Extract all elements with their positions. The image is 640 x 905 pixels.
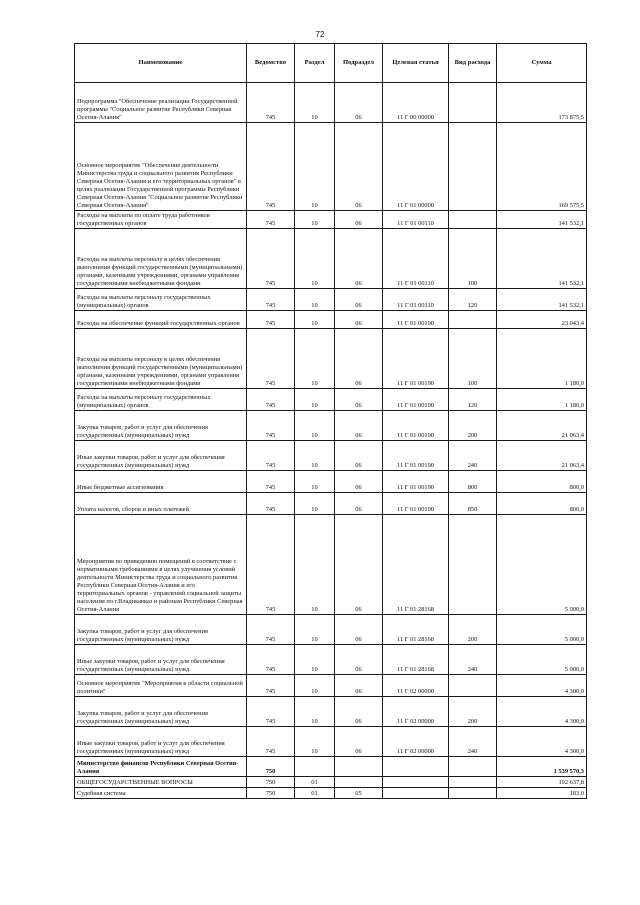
cell-vedomstvo: 745 <box>247 727 295 757</box>
cell-vedomstvo: 745 <box>247 441 295 471</box>
cell-summa: 1 180,0 <box>497 329 587 389</box>
cell-podrazdel <box>335 777 383 788</box>
table-row <box>75 515 587 615</box>
cell-summa: 21 063,4 <box>497 411 587 441</box>
header-razdel: Раздел <box>295 44 335 83</box>
header-statya: Целевая статья <box>383 44 449 83</box>
cell-summa: 173 875,5 <box>497 83 587 123</box>
table-row <box>75 788 587 799</box>
cell-podrazdel: 06 <box>335 515 383 615</box>
cell-podrazdel: 06 <box>335 229 383 289</box>
table-row <box>75 471 587 493</box>
cell-podrazdel: 06 <box>335 471 383 493</box>
cell-vedomstvo: 745 <box>247 493 295 515</box>
cell-name: Иные закупки товаров, работ и услуг для обеспечения государственных (муниципальных) нужд <box>75 645 247 675</box>
cell-statya <box>383 788 449 799</box>
cell-razdel: 10 <box>295 229 335 289</box>
header-podrazdel: Подраздел <box>335 44 383 83</box>
cell-summa: 1 539 570,3 <box>497 757 587 777</box>
header-row <box>75 44 587 83</box>
cell-razdel: 10 <box>295 493 335 515</box>
cell-statya: 11 Г 01 00190 <box>383 493 449 515</box>
cell-summa: 183,0 <box>497 788 587 799</box>
cell-statya: 11 Г 01 00190 <box>383 411 449 441</box>
cell-podrazdel: 06 <box>335 615 383 645</box>
cell-vid: 100 <box>449 329 497 389</box>
cell-vid <box>449 83 497 123</box>
cell-podrazdel: 06 <box>335 697 383 727</box>
cell-podrazdel: 06 <box>335 441 383 471</box>
table-row <box>75 675 587 697</box>
cell-razdel <box>295 757 335 777</box>
cell-vedomstvo: 745 <box>247 615 295 645</box>
table-row <box>75 211 587 229</box>
cell-vedomstvo: 745 <box>247 123 295 211</box>
cell-razdel: 10 <box>295 123 335 211</box>
cell-vedomstvo: 745 <box>247 645 295 675</box>
cell-statya: 11 Г 01 00190 <box>383 329 449 389</box>
table-row <box>75 389 587 411</box>
cell-name: Иные закупки товаров, работ и услуг для обеспечения государственных (муниципальных) нужд <box>75 441 247 471</box>
cell-name: Закупка товаров, работ и услуг для обеспечения государственных (муниципальных) нужд <box>75 697 247 727</box>
cell-summa: 4 300,0 <box>497 727 587 757</box>
cell-vid: 120 <box>449 289 497 311</box>
cell-podrazdel: 06 <box>335 329 383 389</box>
cell-razdel: 10 <box>295 411 335 441</box>
cell-vid: 240 <box>449 727 497 757</box>
cell-razdel: 10 <box>295 727 335 757</box>
cell-statya: 11 Г 02 00000 <box>383 675 449 697</box>
cell-vid <box>449 777 497 788</box>
cell-name: Иные бюджетные ассигнования <box>75 471 247 493</box>
table-row <box>75 777 587 788</box>
cell-statya: 11 Г 01 00110 <box>383 229 449 289</box>
cell-statya <box>383 777 449 788</box>
cell-statya: 11 Г 01 28168 <box>383 515 449 615</box>
cell-name: Расходы на выплаты персоналу государственных (муниципальных) органов <box>75 289 247 311</box>
cell-podrazdel: 06 <box>335 211 383 229</box>
cell-summa: 5 000,0 <box>497 645 587 675</box>
cell-vedomstvo: 750 <box>247 777 295 788</box>
cell-podrazdel: 06 <box>335 727 383 757</box>
budget-table <box>74 43 587 799</box>
cell-summa: 141 532,1 <box>497 229 587 289</box>
cell-razdel: 01 <box>295 777 335 788</box>
cell-vedomstvo: 745 <box>247 311 295 329</box>
cell-name: Основное мероприятие "Обеспечение деятельности Министерства труда и социального развития Республики Северная Осетия-Алания и его территориальных органов" в целях реализации Государственной программы Республики Северная Осетия-Алания "Социальное развитие Республики Северная Осетия-Алания" <box>75 123 247 211</box>
table-row <box>75 615 587 645</box>
table-row <box>75 493 587 515</box>
cell-name: Расходы на выплаты персоналу в целях обеспечения выполнения функций государственными (муниципальными) органами, казенными учреждениями, органами управления государственными внебюджетными фондами <box>75 329 247 389</box>
cell-podrazdel: 06 <box>335 289 383 311</box>
cell-vid <box>449 788 497 799</box>
cell-summa: 4 300,0 <box>497 697 587 727</box>
cell-vid: 200 <box>449 697 497 727</box>
cell-summa: 1 180,0 <box>497 389 587 411</box>
cell-statya: 11 Г 02 00000 <box>383 697 449 727</box>
cell-vid: 800 <box>449 471 497 493</box>
cell-vedomstvo: 745 <box>247 389 295 411</box>
cell-summa: 5 000,0 <box>497 615 587 645</box>
cell-statya: 11 Г 01 00110 <box>383 211 449 229</box>
cell-name: Расходы на обеспечение функций государственных органов <box>75 311 247 329</box>
cell-razdel: 10 <box>295 615 335 645</box>
cell-vedomstvo: 745 <box>247 675 295 697</box>
cell-vid <box>449 515 497 615</box>
cell-name: Основное мероприятие "Мероприятия в области социальной политики" <box>75 675 247 697</box>
cell-vedomstvo: 745 <box>247 229 295 289</box>
cell-razdel: 10 <box>295 389 335 411</box>
cell-statya: 11 Г 01 00190 <box>383 441 449 471</box>
header-summa: Сумма <box>497 44 587 83</box>
table-row <box>75 123 587 211</box>
page-number: 72 <box>315 30 325 39</box>
cell-razdel: 10 <box>295 441 335 471</box>
table-row <box>75 311 587 329</box>
cell-podrazdel: 06 <box>335 311 383 329</box>
cell-statya: 11 Г 01 00000 <box>383 123 449 211</box>
header-vid: Вид расхода <box>449 44 497 83</box>
table-row <box>75 727 587 757</box>
cell-vid <box>449 311 497 329</box>
cell-podrazdel: 06 <box>335 675 383 697</box>
cell-podrazdel <box>335 757 383 777</box>
cell-razdel: 10 <box>295 645 335 675</box>
cell-name: Расходы на выплаты персоналу государственных (муниципальных) органов <box>75 389 247 411</box>
cell-name: Расходы на выплаты по оплате труда работников государственных органов <box>75 211 247 229</box>
cell-razdel: 10 <box>295 675 335 697</box>
cell-vedomstvo: 745 <box>247 289 295 311</box>
cell-summa: 5 000,0 <box>497 515 587 615</box>
cell-summa: 141 532,1 <box>497 289 587 311</box>
cell-name: ОБЩЕГОСУДАРСТВЕННЫЕ ВОПРОСЫ <box>75 777 247 788</box>
table-row <box>75 757 587 777</box>
cell-podrazdel: 06 <box>335 493 383 515</box>
cell-statya: 11 Г 00 00000 <box>383 83 449 123</box>
header-vedomstvo: Ведомство <box>247 44 295 83</box>
table-row <box>75 289 587 311</box>
cell-statya: 11 Г 01 00190 <box>383 471 449 493</box>
cell-name: Иные закупки товаров, работ и услуг для обеспечения государственных (муниципальных) нужд <box>75 727 247 757</box>
cell-razdel: 10 <box>295 329 335 389</box>
cell-razdel: 10 <box>295 697 335 727</box>
header-name: Наименование <box>75 44 247 83</box>
cell-statya: 11 Г 01 28168 <box>383 645 449 675</box>
table-row <box>75 697 587 727</box>
table-row <box>75 229 587 289</box>
cell-vid: 120 <box>449 389 497 411</box>
cell-razdel: 10 <box>295 83 335 123</box>
cell-statya: 11 Г 01 00110 <box>383 289 449 311</box>
cell-vedomstvo: 745 <box>247 411 295 441</box>
cell-summa: 192 637,8 <box>497 777 587 788</box>
cell-vedomstvo: 745 <box>247 471 295 493</box>
cell-vedomstvo: 750 <box>247 788 295 799</box>
cell-name: Подпрограмма "Обеспечение реализации Государственной программы "Социальное развитие Республики Северная Осетия-Алания" <box>75 83 247 123</box>
cell-summa: 141 532,1 <box>497 211 587 229</box>
cell-vedomstvo: 745 <box>247 83 295 123</box>
cell-vid <box>449 757 497 777</box>
cell-summa: 4 300,0 <box>497 675 587 697</box>
cell-razdel: 10 <box>295 471 335 493</box>
cell-name: Уплата налогов, сборов и иных платежей <box>75 493 247 515</box>
cell-vid <box>449 211 497 229</box>
cell-razdel: 01 <box>295 788 335 799</box>
cell-name: Судебная система <box>75 788 247 799</box>
cell-podrazdel: 06 <box>335 645 383 675</box>
cell-summa: 21 063,4 <box>497 441 587 471</box>
cell-name: Министерство финансов Республики Северная Осетия-Алания <box>75 757 247 777</box>
cell-razdel: 10 <box>295 311 335 329</box>
cell-podrazdel: 06 <box>335 123 383 211</box>
table-row <box>75 645 587 675</box>
cell-vedomstvo: 745 <box>247 515 295 615</box>
cell-vid: 100 <box>449 229 497 289</box>
cell-vedomstvo: 745 <box>247 211 295 229</box>
table-row <box>75 441 587 471</box>
cell-podrazdel: 06 <box>335 83 383 123</box>
cell-name: Мероприятия по приведению помещений в соответствие с нормативными требованиями в целях улучшения условий деятельности Министерства труда и социального развития Республики Северная Осетия-Алания и его территориальных органов - управлений социальной защиты населения по г.Владикавказ и районам Республики Северная Осетия-Алания <box>75 515 247 615</box>
cell-vid: 200 <box>449 615 497 645</box>
cell-podrazdel: 06 <box>335 411 383 441</box>
cell-name: Закупка товаров, работ и услуг для обеспечения государственных (муниципальных) нужд <box>75 411 247 441</box>
table-row <box>75 329 587 389</box>
cell-vid: 240 <box>449 441 497 471</box>
cell-name: Закупка товаров, работ и услуг для обеспечения государственных (муниципальных) нужд <box>75 615 247 645</box>
cell-statya: 11 Г 01 00190 <box>383 311 449 329</box>
table-row <box>75 411 587 441</box>
cell-vid <box>449 675 497 697</box>
cell-razdel: 10 <box>295 211 335 229</box>
cell-summa: 169 575,5 <box>497 123 587 211</box>
cell-razdel: 10 <box>295 289 335 311</box>
cell-statya: 11 Г 02 00000 <box>383 727 449 757</box>
table-row <box>75 83 587 123</box>
cell-vedomstvo: 750 <box>247 757 295 777</box>
cell-vid: 240 <box>449 645 497 675</box>
cell-vid: 200 <box>449 411 497 441</box>
cell-podrazdel: 06 <box>335 389 383 411</box>
cell-vid: 850 <box>449 493 497 515</box>
cell-vedomstvo: 745 <box>247 697 295 727</box>
cell-vid <box>449 123 497 211</box>
cell-vedomstvo: 745 <box>247 329 295 389</box>
cell-razdel: 10 <box>295 515 335 615</box>
cell-name: Расходы на выплаты персоналу в целях обеспечения выполнения функций государственными (муниципальными) органами, казенными учреждениями, органами управления государственными внебюджетными фондами <box>75 229 247 289</box>
cell-summa: 800,0 <box>497 493 587 515</box>
cell-statya: 11 Г 01 28168 <box>383 615 449 645</box>
cell-summa: 23 043,4 <box>497 311 587 329</box>
cell-statya <box>383 757 449 777</box>
cell-statya: 11 Г 01 00190 <box>383 389 449 411</box>
cell-podrazdel: 05 <box>335 788 383 799</box>
cell-summa: 800,0 <box>497 471 587 493</box>
